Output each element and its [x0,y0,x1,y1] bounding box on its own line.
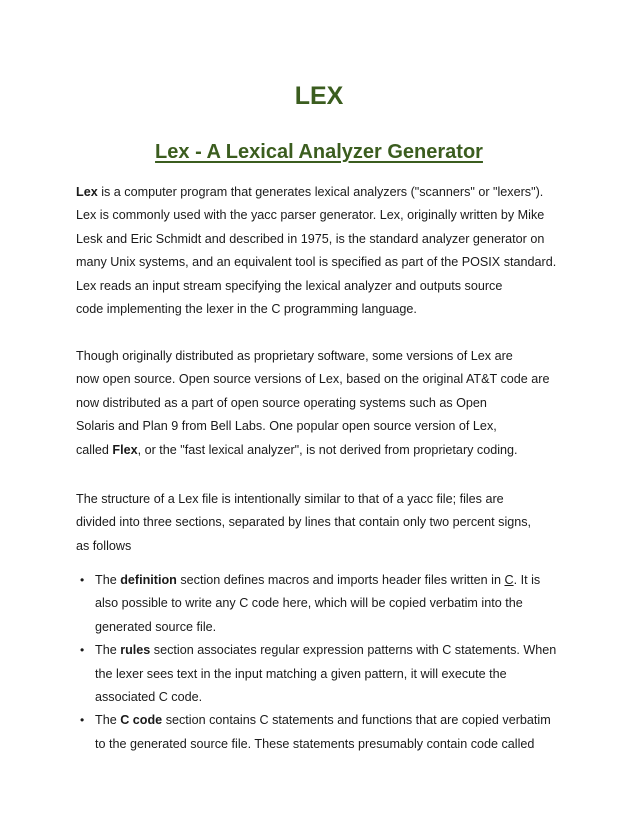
text-line [95,709,575,732]
bullet-icon: • [80,573,85,587]
text-line: Solaris and Plan 9 from Bell Labs. One popular open source version of Lex, [76,419,497,434]
bold-term-lex: Lex [76,185,98,199]
bold-term-definition: definition [120,573,177,587]
text-line: now distributed as a part of open source operating systems such as Open [76,395,487,410]
sections-list [0,569,638,756]
bold-term-c-code: C code [120,713,163,728]
text-line [76,181,576,204]
bullet-icon: • [80,643,85,658]
list-item-definition [0,569,638,639]
text-line: also possible to write any C code here, which will be copied verbatim into the [95,596,523,611]
text-span: . It is [513,573,541,587]
text-line [76,439,576,462]
paragraph-history [76,345,576,462]
text-line: divided into three sections, separated by lines that contain only two percent signs, [76,515,532,530]
text-line: to the generated source file. These statements presumably contain code called [95,736,535,751]
bullet-icon: • [80,713,85,728]
paragraph-structure [76,488,576,558]
text-span: , or the "fast lexical analyzer", is not derived from proprietary coding. [137,442,518,457]
text-span: called [76,442,113,457]
text-line: as follows [76,538,132,553]
c-link[interactable]: C [504,573,514,587]
list-item-c-code [0,709,638,756]
bold-term-flex: Flex [112,442,138,457]
text-line: many Unix systems, and an equivalent tool is specified as part of the POSIX standard. [76,255,557,270]
list-item-text [95,639,575,709]
text-line: generated source file. [95,619,217,634]
text-line: associated C code. [95,690,203,705]
text-line [95,569,575,592]
text-span: section defines macros and imports header files written in [176,573,505,587]
bold-term-rules: rules [120,643,151,658]
text-span: The [95,713,121,728]
text-line: code implementing the lexer in the C programming language. [76,302,417,317]
list-item-text [95,569,575,639]
text-span: The [95,643,121,658]
list-item-text [95,709,575,756]
text-span: section contains C statements and functions that are copied verbatim [162,713,551,728]
page-subtitle: Lex - A Lexical Analyzer Generator [155,141,483,163]
text-line: Lesk and Eric Schmidt and described in 1975, is the standard analyzer generator on [76,231,545,246]
text-span: The [95,573,121,587]
text-line: The structure of a Lex file is intentionally similar to that of a yacc file; files are [76,492,504,506]
text-line: Lex is commonly used with the yacc parser generator. Lex, originally written by Mike [76,208,545,223]
text-line: the lexer sees text in the input matching a given pattern, it will execute the [95,666,507,681]
text-span: is a computer program that generates lexical analyzers ("scanners" or "lexers"). [97,185,544,199]
list-item-rules [0,639,638,709]
text-line: Lex reads an input stream specifying the lexical analyzer and outputs source [76,278,503,293]
text-span: section associates regular expression patterns with C statements. When [150,643,557,658]
text-line: Though originally distributed as proprietary software, some versions of Lex are [76,349,513,363]
text-line [95,639,575,662]
paragraph-intro [76,181,576,321]
page-title: LEX [294,82,344,110]
text-line: now open source. Open source versions of Lex, based on the original AT&T code are [76,372,550,387]
